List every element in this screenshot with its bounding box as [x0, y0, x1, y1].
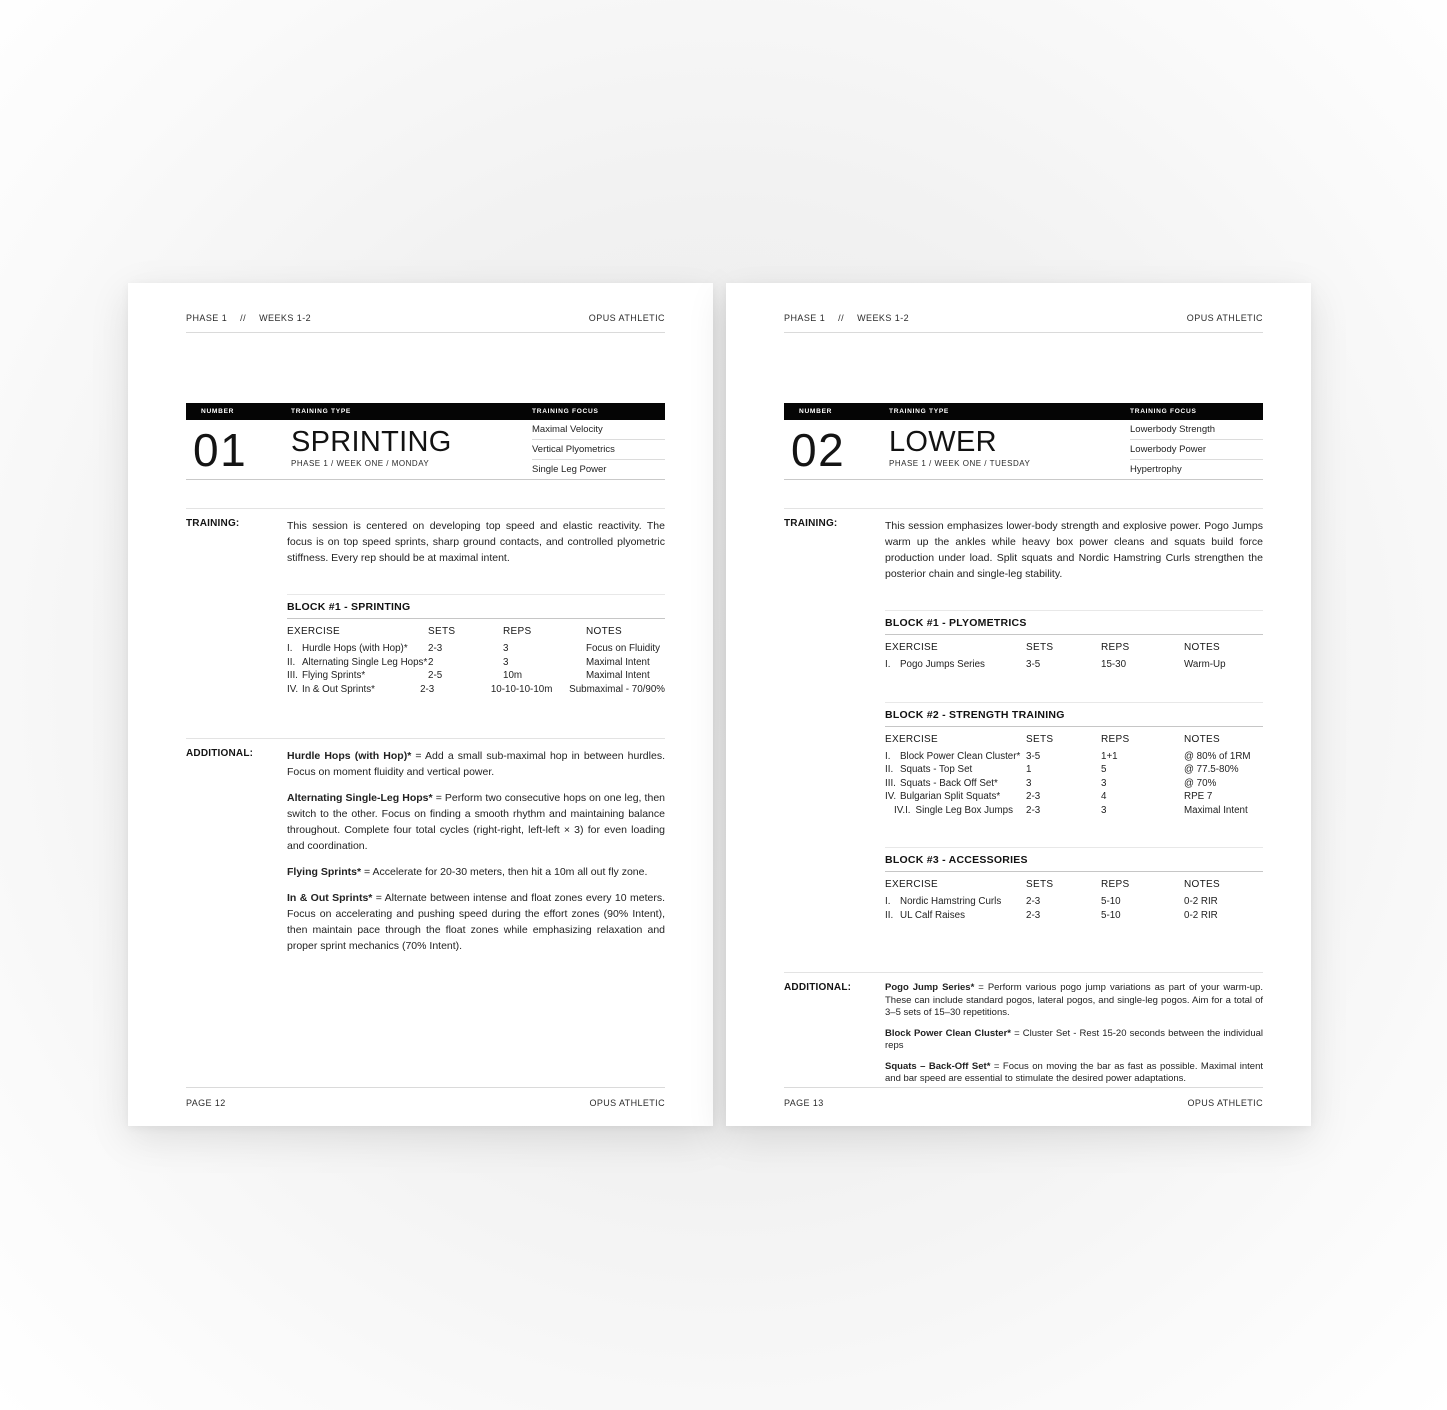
table-header	[885, 872, 1263, 895]
focus-column-label: TRAINING FOCUS	[1130, 408, 1197, 415]
session-number: 01	[193, 424, 248, 476]
exercise-name: In & Out Sprints*	[302, 683, 375, 695]
title-body	[784, 420, 1263, 480]
exercise-name: Single Leg Box Jumps	[915, 804, 1014, 816]
focus-item: Vertical Plyometrics	[532, 440, 665, 460]
row-numeral: I.	[885, 750, 891, 762]
exercise-block	[287, 594, 665, 696]
col-notes: NOTES	[1184, 733, 1220, 745]
phase-label: PHASE 1	[784, 313, 826, 323]
row-notes: @ 70%	[1184, 777, 1217, 789]
col-exercise: EXERCISE	[885, 879, 938, 890]
additional-term: Hurdle Hops (with Hop)*	[287, 750, 412, 762]
additional-paragraph	[885, 1028, 1263, 1053]
additional-paragraph	[287, 790, 665, 854]
training-text: This session is centered on developing top speed and elastic reactivity. The focus is on top speed sprints, sharp ground contacts, and controlled plyometric stiffness. Every rep should be at maximal intent.	[287, 520, 665, 564]
row-reps: 4	[1101, 791, 1107, 802]
focus-item: Hypertrophy	[1130, 464, 1182, 475]
block-title: BLOCK #2 - STRENGTH TRAINING	[885, 703, 1263, 727]
title-bar	[186, 403, 665, 420]
col-notes: NOTES	[586, 626, 622, 637]
additional-definition: = Accelerate for 20-30 meters, then hit a 10m all out fly zone.	[364, 866, 648, 878]
training-focus-list	[1130, 420, 1263, 479]
row-numeral: II.	[885, 764, 894, 775]
row-sets: 2-3	[428, 643, 443, 654]
additional-term: In & Out Sprints*	[287, 892, 373, 904]
row-sets: 2-3	[1026, 791, 1041, 802]
page-number: PAGE 12	[186, 1098, 226, 1108]
additional-definition: = Alternate between intense and float zones every 10 meters. Focus on accelerating and pushing speed during the effort zones (90% Intent), then maintain pace through the float zones while emphasizing relaxation and proper sprint mechanics (70% Intent).	[287, 892, 665, 952]
row-numeral: I.	[885, 659, 891, 670]
title-bar	[784, 403, 1263, 420]
col-notes: NOTES	[1184, 642, 1220, 653]
row-sets: 2-3	[1026, 909, 1041, 921]
row-notes: Maximal Intent	[1184, 804, 1248, 816]
exercise-block	[885, 847, 1263, 922]
row-numeral: II.	[885, 909, 894, 921]
table-subrow	[885, 804, 1263, 818]
additional-term: Alternating Single-Leg Hops*	[287, 792, 433, 804]
training-focus-list	[532, 420, 665, 479]
additional-paragraph	[287, 864, 665, 880]
row-sets: 3-5	[1026, 659, 1041, 670]
phase-label: PHASE 1	[186, 313, 228, 323]
additional-term: Squats – Back-Off Set*	[885, 1060, 991, 1072]
page-number: PAGE 13	[784, 1098, 824, 1108]
row-notes: Warm-Up	[1184, 659, 1226, 670]
col-reps: REPS	[1101, 879, 1130, 890]
row-numeral: I.	[287, 643, 293, 654]
additional-paragraph	[885, 982, 1263, 1020]
block-title: BLOCK #1 - PLYOMETRICS	[885, 611, 1263, 635]
focus-item: Lowerbody Power	[1130, 440, 1263, 460]
row-reps: 3	[503, 656, 509, 668]
row-notes: @ 77.5-80%	[1184, 764, 1239, 775]
row-sets: 2-3	[1026, 804, 1041, 816]
table-row	[885, 777, 1263, 791]
block-title: BLOCK #3 - ACCESSORIES	[885, 848, 1263, 872]
additional-text	[885, 982, 1263, 1094]
focus-item: Single Leg Power	[532, 464, 607, 475]
row-numeral: II.	[287, 656, 296, 668]
row-sets: 2-3	[420, 683, 435, 695]
row-reps: 5	[1101, 764, 1107, 775]
additional-section	[784, 972, 1263, 1094]
col-notes: NOTES	[1184, 879, 1220, 890]
focus-item: Lowerbody Strength	[1130, 420, 1263, 440]
row-sets: 2-5	[428, 670, 443, 681]
number-column-label: NUMBER	[201, 408, 235, 415]
exercise-name: Nordic Hamstring Curls	[900, 896, 1002, 907]
row-numeral: I.	[885, 896, 891, 907]
additional-label: ADDITIONAL:	[186, 748, 254, 759]
row-sets: 2	[428, 656, 434, 668]
session-title-wrap	[291, 420, 532, 479]
row-reps: 10-10-10-10m	[490, 683, 553, 695]
row-reps: 3	[1101, 777, 1107, 789]
table-header	[287, 619, 665, 642]
row-sets: 1	[1026, 764, 1032, 775]
document-page-left	[128, 283, 713, 1126]
additional-definition: = Perform two consecutive hops on one leg, then switch to the other. Focus on finding a smooth rhythm and maintaining balance throughout. Complete four total cycles (right-right, left-left × 3) for even loading and coordination.	[287, 792, 665, 852]
exercise-name: Pogo Jumps Series	[900, 659, 985, 670]
exercise-name: Alternating Single Leg Hops*	[302, 656, 428, 668]
title-body	[186, 420, 665, 480]
col-exercise: EXERCISE	[885, 733, 938, 745]
row-notes: Maximal Intent	[586, 656, 650, 668]
additional-label: ADDITIONAL:	[784, 982, 852, 993]
table-row	[885, 790, 1263, 804]
col-exercise: EXERCISE	[287, 626, 340, 637]
row-notes: 0-2 RIR	[1184, 909, 1218, 921]
session-title-block	[784, 403, 1263, 480]
focus-item: Maximal Velocity	[532, 420, 665, 440]
footer-brand: OPUS ATHLETIC	[589, 1098, 665, 1108]
additional-definition: = Cluster Set - Rest 15-20 seconds between the individual reps	[885, 1027, 1264, 1051]
row-sets: 3-5	[1026, 750, 1041, 762]
exercise-name: Bulgarian Split Squats*	[900, 791, 1001, 802]
row-notes: Submaximal - 70/90%	[569, 683, 666, 695]
page-header	[186, 313, 665, 333]
row-reps: 5-10	[1101, 896, 1121, 907]
brand-label: OPUS ATHLETIC	[588, 313, 665, 323]
exercise-block	[885, 610, 1263, 672]
row-numeral: IV.	[287, 683, 299, 695]
row-notes: 0-2 RIR	[1184, 896, 1218, 907]
additional-paragraph	[287, 890, 665, 954]
row-numeral: III.	[287, 670, 298, 681]
additional-term: Block Power Clean Cluster*	[885, 1027, 1011, 1039]
table-row	[885, 750, 1263, 764]
table-row	[885, 658, 1263, 672]
table-header	[885, 727, 1263, 750]
document-page-right	[726, 283, 1311, 1126]
additional-paragraph	[287, 748, 665, 780]
col-reps: REPS	[1101, 642, 1130, 653]
type-column-label: TRAINING TYPE	[291, 408, 352, 415]
exercise-name: Squats - Back Off Set*	[900, 777, 998, 789]
focus-column-label: TRAINING FOCUS	[532, 408, 599, 415]
col-sets: SETS	[428, 626, 456, 637]
session-title: LOWER	[889, 426, 997, 458]
header-left	[186, 313, 311, 323]
header-separator: //	[838, 313, 845, 323]
block-title: BLOCK #1 - SPRINTING	[287, 595, 665, 619]
row-notes: RPE 7	[1184, 791, 1213, 802]
table-row	[287, 683, 665, 697]
training-label: TRAINING:	[186, 518, 240, 529]
additional-definition: = Perform various pogo jump variations as part of your warm-up. These can include standard pogos, lateral pogos, and single-leg pogos. Aim for a total of 3–5 sets of 15–30 repetitions.	[885, 982, 1263, 1018]
header-separator: //	[240, 313, 247, 323]
session-title: SPRINTING	[291, 426, 452, 458]
table-row	[287, 656, 665, 670]
exercise-name: Hurdle Hops (with Hop)*	[302, 643, 408, 654]
footer-brand: OPUS ATHLETIC	[1187, 1098, 1263, 1108]
weeks-label: WEEKS 1-2	[857, 313, 910, 323]
type-column-label: TRAINING TYPE	[889, 408, 950, 415]
col-reps: REPS	[503, 626, 532, 637]
table-header	[885, 635, 1263, 658]
table-row	[885, 909, 1263, 923]
table-row	[885, 763, 1263, 777]
page-header	[784, 313, 1263, 333]
row-numeral: III.	[885, 777, 896, 789]
row-reps: 1+1	[1101, 750, 1118, 762]
training-label: TRAINING:	[784, 518, 838, 529]
exercise-name: Squats - Top Set	[900, 764, 973, 775]
exercise-name: Block Power Clean Cluster*	[900, 750, 1021, 762]
col-reps: REPS	[1101, 733, 1130, 745]
number-column-label: NUMBER	[799, 408, 833, 415]
exercise-blocks	[885, 610, 1263, 922]
row-reps: 10m	[503, 670, 523, 681]
additional-section	[186, 738, 665, 954]
exercise-block	[885, 702, 1263, 818]
table-row	[287, 669, 665, 683]
session-title-block	[186, 403, 665, 480]
additional-paragraph	[885, 1061, 1263, 1086]
col-sets: SETS	[1026, 879, 1054, 890]
col-sets: SETS	[1026, 642, 1054, 653]
additional-definition: = Focus on moving the bar as fast as possible. Maximal intent and bar speed are essential to stimulate the desired power adaptations.	[885, 1060, 1264, 1084]
weeks-label: WEEKS 1-2	[259, 313, 312, 323]
col-sets: SETS	[1026, 733, 1054, 745]
training-section	[784, 508, 1263, 582]
page-footer	[186, 1087, 665, 1108]
row-numeral: IV.I.	[894, 804, 911, 816]
session-subtitle: PHASE 1 / WEEK ONE / MONDAY	[291, 459, 430, 468]
exercise-name: UL Calf Raises	[900, 909, 965, 921]
exercise-blocks	[287, 594, 665, 696]
exercise-name: Flying Sprints*	[302, 670, 366, 681]
row-reps: 3	[503, 643, 509, 654]
row-reps: 5-10	[1101, 909, 1121, 921]
row-sets: 3	[1026, 777, 1032, 789]
training-text: This session emphasizes lower-body strength and explosive power. Pogo Jumps warm up the ankles while heavy box power cleans and squats build force production under load. Split squats and Nordic Hamstring Curls strengthen the posterior chain and single-leg stability.	[885, 520, 1263, 580]
session-number: 02	[791, 424, 846, 476]
additional-definition: = Add a small sub-maximal hop in between hurdles. Focus on moment fluidity and vertical power.	[287, 750, 665, 778]
row-notes: @ 80% of 1RM	[1184, 750, 1251, 762]
additional-text	[287, 748, 665, 954]
col-exercise: EXERCISE	[885, 642, 938, 653]
session-title-wrap	[889, 420, 1130, 479]
table-row	[885, 895, 1263, 909]
page-footer	[784, 1087, 1263, 1108]
row-notes: Focus on Fluidity	[586, 643, 661, 654]
additional-term: Pogo Jump Series*	[885, 982, 975, 993]
additional-term: Flying Sprints*	[287, 866, 362, 878]
row-reps: 3	[1101, 804, 1107, 816]
row-numeral: IV.	[885, 791, 897, 802]
header-left	[784, 313, 909, 323]
row-notes: Maximal Intent	[586, 670, 650, 681]
training-section	[186, 508, 665, 566]
brand-label: OPUS ATHLETIC	[1186, 313, 1263, 323]
session-subtitle: PHASE 1 / WEEK ONE / TUESDAY	[889, 459, 1031, 468]
row-reps: 15-30	[1101, 659, 1127, 670]
row-sets: 2-3	[1026, 896, 1041, 907]
table-row	[287, 642, 665, 656]
